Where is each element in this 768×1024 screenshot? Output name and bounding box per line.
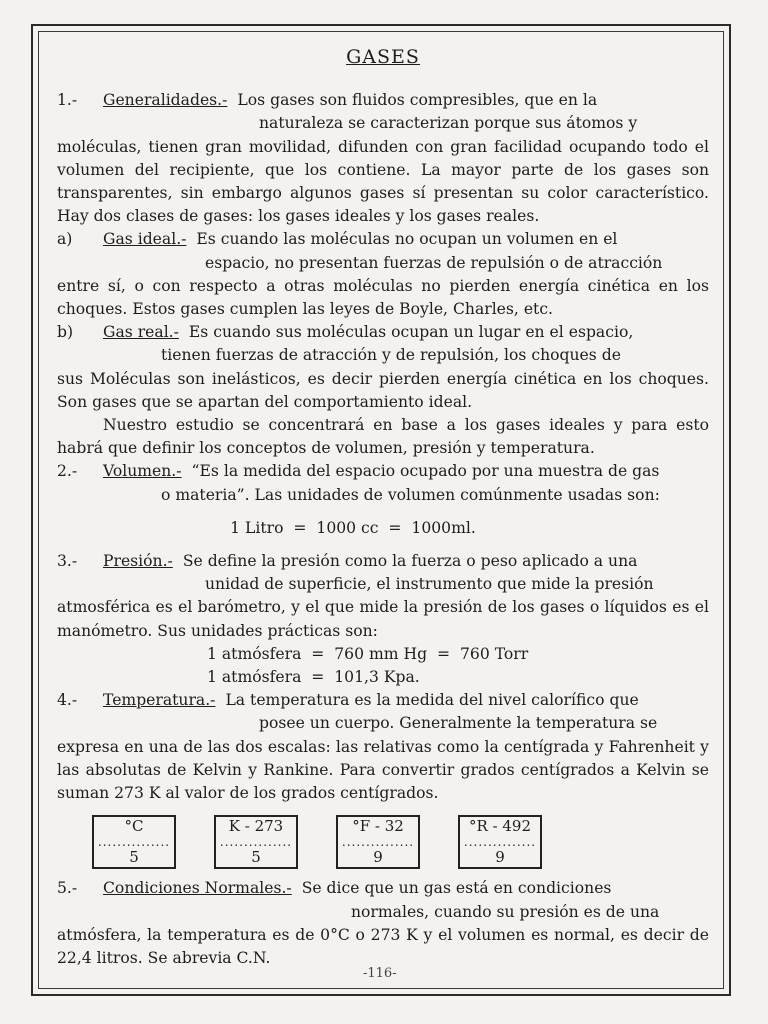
section-heading: Temperatura.- bbox=[103, 691, 216, 710]
box-fraction-line: ............... bbox=[463, 835, 537, 850]
subsection-heading: Gas real.- bbox=[103, 323, 179, 342]
section-continuation: posee un cuerpo. Generalmente la temperatura se bbox=[259, 714, 658, 733]
subsection-gas-ideal bbox=[57, 228, 709, 251]
section-presion bbox=[57, 550, 709, 573]
page-title: GASES bbox=[346, 46, 420, 68]
temperature-conversion-boxes bbox=[92, 815, 709, 869]
subsection-letter: a) bbox=[57, 230, 73, 249]
study-paragraph: Nuestro estudio se concentrará en base a los gases ideales y para esto habrá que definir los conceptos de volumen, presión y temperatura. bbox=[57, 416, 709, 458]
conversion-box-fahrenheit bbox=[336, 815, 420, 869]
section-number: 3.- bbox=[57, 552, 78, 571]
document-body bbox=[57, 46, 709, 970]
box-numerator: °R - 492 bbox=[468, 817, 532, 836]
box-fraction-line: ............... bbox=[341, 835, 415, 850]
conversion-box-rankine bbox=[458, 815, 542, 869]
pressure-equivalence-1: 1 atmósfera = 760 mm Hg = 760 Torr bbox=[207, 644, 529, 663]
box-denominator: 5 bbox=[129, 848, 139, 867]
section-body: atmosférica es el barómetro, y el que mide la presión de los gases o líquidos es el manómetro. Sus unidades prácticas son: bbox=[57, 598, 709, 640]
section-heading: Condiciones Normales.- bbox=[103, 879, 292, 898]
section-first-line: Se dice que un gas está en condiciones bbox=[301, 879, 612, 898]
section-heading: Presión.- bbox=[103, 552, 173, 571]
page-number: -116- bbox=[363, 966, 397, 981]
page-border bbox=[31, 24, 731, 996]
section-first-line: La temperatura es la medida del nivel calorífico que bbox=[225, 691, 639, 710]
section-number: 4.- bbox=[57, 691, 78, 710]
subsection-first-line: Es cuando sus moléculas ocupan un lugar en el espacio, bbox=[188, 323, 634, 342]
section-condiciones-normales bbox=[57, 877, 709, 900]
box-fraction-line: ............... bbox=[97, 835, 171, 850]
conversion-box-celsius bbox=[92, 815, 176, 869]
section-body: atmósfera, la temperatura es de 0°C o 273 K y el volumen es normal, es decir de 22,4 litros. Se abrevia C.N. bbox=[57, 925, 709, 967]
volume-formula: 1 Litro = 1000 cc = 1000ml. bbox=[230, 518, 476, 537]
subsection-gas-real bbox=[57, 321, 709, 344]
section-continuation: o materia”. Las unidades de volumen comúnmente usadas son: bbox=[161, 485, 660, 504]
section-first-line: Los gases son fluidos compresibles, que en la bbox=[237, 91, 598, 110]
box-fraction-line: ............... bbox=[219, 835, 293, 850]
subsection-letter: b) bbox=[57, 323, 74, 342]
subsection-body: entre sí, o con respecto a otras moléculas no pierden energía cinética en los choques. Estos gases cumplen las leyes de Boyle, Charles, etc. bbox=[57, 276, 709, 319]
box-denominator: 5 bbox=[251, 848, 261, 867]
box-numerator: °F - 32 bbox=[352, 817, 404, 836]
section-body: moléculas, tienen gran movilidad, difunden con gran facilidad ocupando todo el volumen del recipiente, que los contiene. La mayor parte de los gases son transparentes, sin embargo algunos gases sí presentan su color característico. Hay dos clases de gases: los gases ideales y los gases reales. bbox=[57, 137, 709, 226]
section-continuation: naturaleza se caracterizan porque sus átomos y bbox=[259, 114, 638, 133]
section-first-line: Se define la presión como la fuerza o peso aplicado a una bbox=[182, 552, 638, 571]
box-numerator: K - 273 bbox=[228, 817, 284, 836]
section-number: 1.- bbox=[57, 91, 78, 110]
section-heading: Volumen.- bbox=[103, 462, 182, 481]
subsection-first-line: Es cuando las moléculas no ocupan un volumen en el bbox=[196, 230, 618, 249]
conversion-box-kelvin bbox=[214, 815, 298, 869]
subsection-continuation: espacio, no presentan fuerzas de repulsión o de atracción bbox=[205, 253, 663, 272]
section-number: 5.- bbox=[57, 879, 78, 898]
subsection-heading: Gas ideal.- bbox=[103, 230, 187, 249]
section-continuation: normales, cuando su presión es de una bbox=[351, 902, 660, 921]
box-denominator: 9 bbox=[373, 848, 383, 867]
pressure-equivalence-2: 1 atmósfera = 101,3 Kpa. bbox=[207, 668, 420, 687]
section-generalidades bbox=[57, 89, 709, 112]
box-denominator: 9 bbox=[495, 848, 505, 867]
section-continuation: unidad de superficie, el instrumento que mide la presión bbox=[205, 575, 654, 594]
subsection-continuation: tienen fuerzas de atracción y de repulsión, los choques de bbox=[161, 346, 621, 365]
section-body: expresa en una de las dos escalas: las relativas como la centígrada y Fahrenheit y las absolutas de Kelvin y Rankine. Para convertir grados centígrados a Kelvin se suman 273 K al valor de los grados centígrados. bbox=[57, 737, 709, 803]
section-first-line: “Es la medida del espacio ocupado por una muestra de gas bbox=[191, 462, 660, 481]
subsection-body: sus Moléculas son inelásticos, es decir pierden energía cinética en los choques. Son gases que se apartan del comportamiento ideal. bbox=[57, 369, 709, 411]
box-numerator: °C bbox=[124, 817, 144, 836]
section-temperatura bbox=[57, 689, 709, 712]
section-number: 2.- bbox=[57, 462, 78, 481]
section-volumen bbox=[57, 460, 709, 483]
section-heading: Generalidades.- bbox=[103, 91, 228, 110]
